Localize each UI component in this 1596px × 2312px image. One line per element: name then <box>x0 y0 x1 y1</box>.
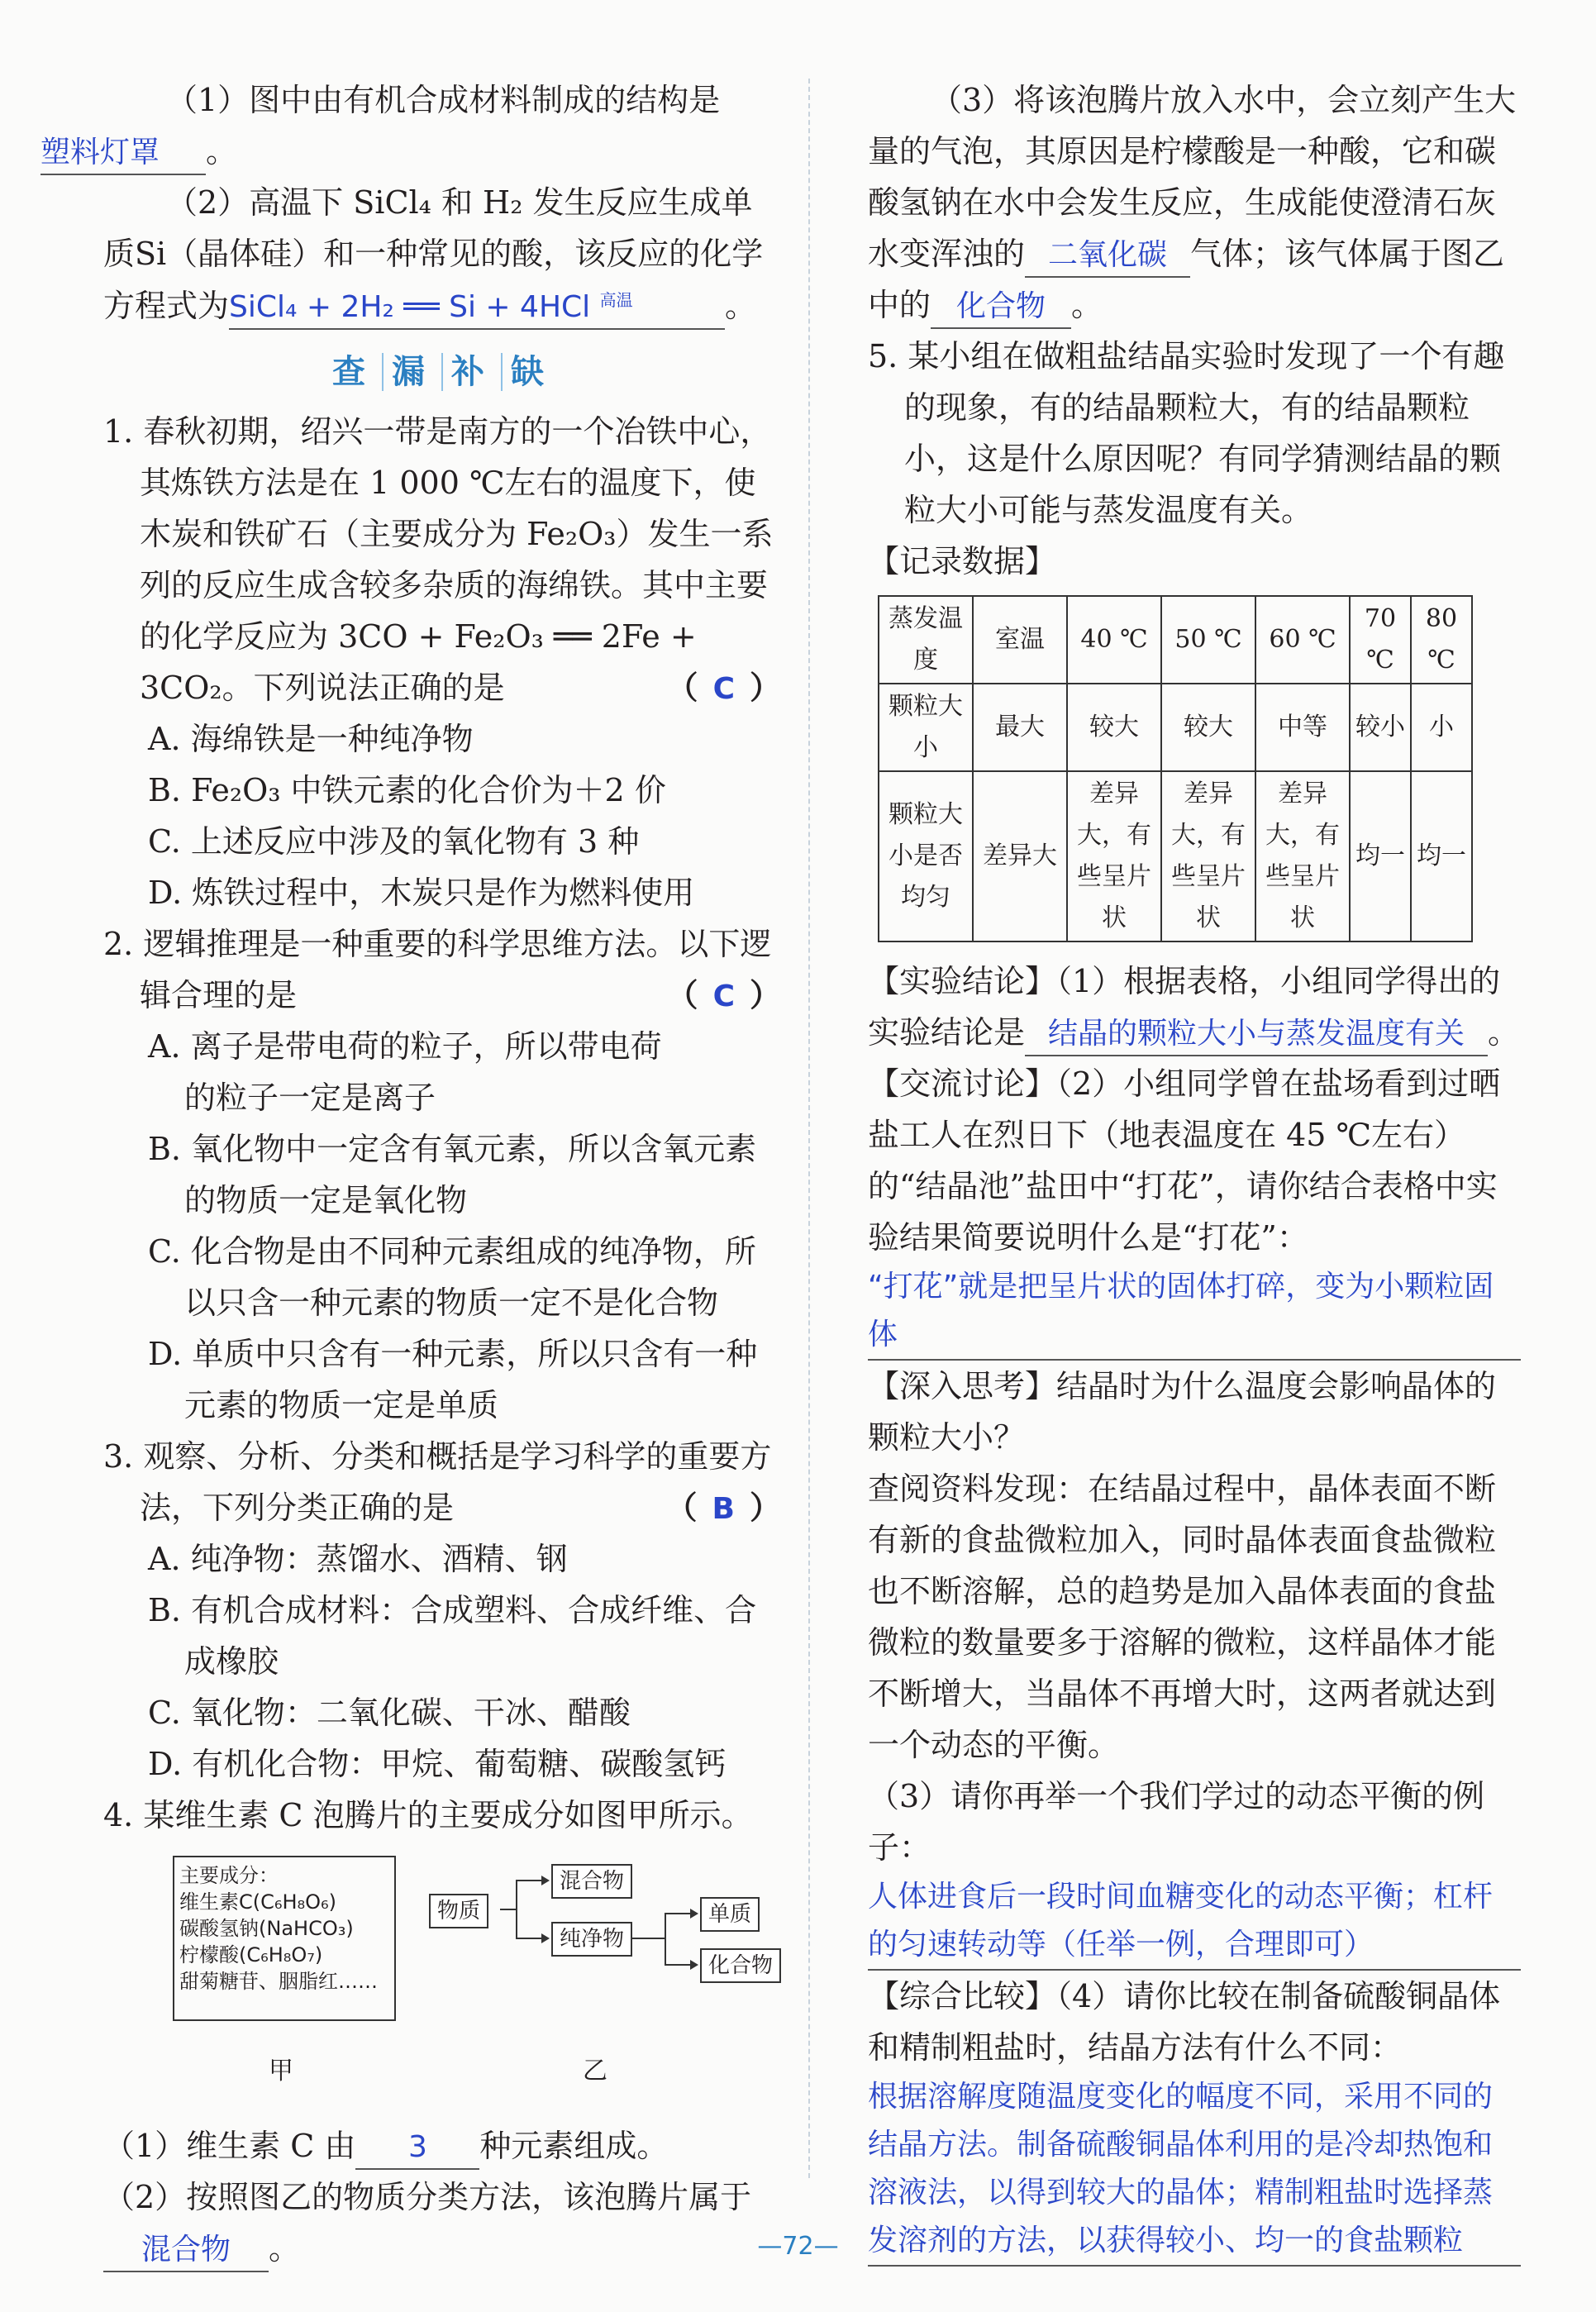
q5-sub3-answer: 人体进食后一段时间血糖变化的动态平衡；杠杆的匀速转动等（任举一例，合理即可） <box>868 1873 1521 1971</box>
q4-sub3: （3）将该泡腾片放入水中，会立刻产生大量的气泡，其原因是柠檬酸是一种酸，它和碳酸氢钠在水中会发生反应，生成能使澄清石灰水变浑浊的 二氧化碳 气体；该气体属于图乙中的 化合物 。 <box>868 74 1521 331</box>
deep-thinking: 【深入思考】结晶时为什么温度会影响晶体的颗粒大小？ <box>868 1368 1497 1456</box>
q4-sub2: （2）按照图乙的物质分类方法，该泡腾片属于 混合物 。 <box>103 2171 781 2274</box>
table-row: 颗粒大小是否均匀 差异大 差异大，有些呈片状 差异大，有些呈片状 差异大，有些呈片状 均一 均一 <box>879 771 1472 941</box>
q4-sub1-answer: 3 <box>355 2127 479 2170</box>
node-pure: 纯净物 <box>551 1922 632 1957</box>
top-q2-answer: SiCl₄ + 2H₂ ══ Si + 4HCl $^{高温}$ <box>229 279 725 330</box>
q3-option-b: B. 有机合成材料：合成塑料、合成纤维、合成橡胶 <box>148 1592 757 1680</box>
node-compound: 化合物 <box>700 1948 781 1983</box>
comparison: 【综合比较】（4）请你比较在制备硫酸铜晶体和精制粗盐时，结晶方法有什么不同： 根据溶解度随温度变化的幅度不同，采用不同的结晶方法。制备硫酸铜晶体利用的是冷却热饱和溶液法，以得到较大的晶体；精制粗盐时选择蒸发溶剂的方法，以获得较小、均一的食盐颗粒 <box>868 1971 1521 2267</box>
q2-choice: （ C ） <box>666 977 781 1013</box>
q3-choice: （ B ） <box>665 1490 781 1526</box>
question-1: 1. 春秋初期，绍兴一带是南方的一个冶铁中心，其炼铁方法是在 1 000 ℃左右的温度下，使木炭和铁矿石（主要成分为 Fe₂O₃）发生一系列的反应生成含较多杂质的海绵铁。其中主要的化学反应为 3CO + Fe₂O₃ ══ 2Fe + 3CO₂。下列说法正确的是 （ C ） <box>103 406 781 713</box>
question-5: 5. 某小组在做粗盐结晶实验时发现了一个有趣的现象，有的结晶颗粒大，有的结晶颗粒小，这是什么原因呢？有同学猜测结晶的颗粒大小可能与蒸发温度有关。 <box>868 338 1505 528</box>
row-header-temp: 蒸发温度 <box>879 596 973 684</box>
comparison-answer: 根据溶解度随温度变化的幅度不同，采用不同的结晶方法。制备硫酸铜晶体利用的是冷却热饱和溶液法，以得到较大的晶体；精制粗盐时选择蒸发溶剂的方法，以获得较小、均一的食盐颗粒 <box>868 2073 1521 2267</box>
right-column <box>868 74 1521 2267</box>
top-q1: （1）图中由有机合成材料制成的结构是 塑料灯罩 。 <box>103 74 781 177</box>
q1-option-a: A. 海绵铁是一种纯净物 <box>148 721 474 757</box>
question-2: 2. 逻辑推理是一种重要的科学思维方法。以下逻辑合理的是 （ C ） <box>103 918 781 1021</box>
q4-sub1: （1）维生素 C 由 3 种元素组成。 <box>103 2120 781 2171</box>
question-4: 4. 某维生素 C 泡腾片的主要成分如图甲所示。 <box>103 1797 753 1833</box>
figure-a-ingredients: 主要成分： 维生素C(C₆H₈O₆) 碳酸氢钠(NaHCO₃) 柠檬酸(C₆H₈O₇) 甜菊糖苷、胭脂红…… <box>173 1856 396 2021</box>
row-header-uniform: 颗粒大小是否均匀 <box>879 771 973 941</box>
row-header-size: 颗粒大小 <box>879 684 973 771</box>
q2-option-b: B. 氧化物中一定含有氧元素，所以含氧元素的物质一定是氧化物 <box>148 1131 757 1218</box>
figure-b-caption: 乙 <box>583 2057 607 2086</box>
q4-sub3-answer-1: 二氧化碳 <box>1025 235 1190 278</box>
section-title: 查 漏 补 缺 <box>103 346 781 398</box>
record-label: 【记录数据】 <box>868 543 1057 579</box>
q2-option-a: A. 离子是带电荷的粒子，所以带电荷的粒子一定是离子 <box>148 1028 662 1116</box>
deep-paragraph: 查阅资料发现：在结晶过程中，晶体表面不断有新的食盐微粒加入，同时晶体表面食盐微粒也不断溶解，总的趋势是加入晶体表面的食盐微粒的数量要多于溶解的微粒，这样晶体才能不断增大，当晶体不再增大时，这两者就达到一个动态的平衡。 <box>868 1471 1497 1763</box>
page-number: —72— <box>757 2232 839 2261</box>
q2-option-c: C. 化合物是由不同种元素组成的纯净物，所以只含一种元素的物质一定不是化合物 <box>148 1233 756 1321</box>
q3-option-c: C. 氧化物：二氧化碳、干冰、醋酸 <box>148 1695 631 1731</box>
question-3: 3. 观察、分析、分类和概括是学习科学的重要方法，下列分类正确的是 （ B ） <box>103 1431 781 1533</box>
discussion-answer: “打花”就是把呈片状的固体打碎，变为小颗粒固体 <box>868 1263 1521 1361</box>
top-q2: （2）高温下 SiCl₄ 和 H₂ 发生反应生成单质Si（晶体硅）和一种常见的酸，该反应的化学方程式为SiCl₄ + 2H₂ ══ Si + 4HCl $^{高温}$ 。 <box>103 177 781 331</box>
table-row: 蒸发温度 室温 40 ℃ 50 ℃ 60 ℃ 70 ℃ 80 ℃ <box>879 596 1472 684</box>
node-substance: 物质 <box>429 1894 488 1928</box>
top-q1-answer: 塑料灯罩 <box>40 132 206 175</box>
q4-figures <box>103 1847 781 2120</box>
q1-option-d: D. 炼铁过程中，木炭只是作为燃料使用 <box>148 875 695 911</box>
figure-a-caption: 甲 <box>269 2057 293 2086</box>
discussion: 【交流讨论】（2）小组同学曾在盐场看到过晒盐工人在烈日下（地表温度在 45 ℃左右）的“结晶池”盐田中“打花”，请你结合表格中实验结果简要说明什么是“打花”： “打花”就是把呈片状的固体打碎，变为小颗粒固体 <box>868 1058 1521 1361</box>
table-row: 颗粒大小 最大 较大 较大 中等 较小 小 <box>879 684 1472 771</box>
left-column <box>40 74 781 2274</box>
q2-option-d: D. 单质中只含有一种元素，所以只含有一种元素的物质一定是单质 <box>148 1336 758 1423</box>
conclusion: 【实验结论】（1）根据表格，小组同学得出的实验结论是 结晶的颗粒大小与蒸发温度有关 。 <box>868 956 1521 1058</box>
node-mixture: 混合物 <box>551 1864 632 1899</box>
q4-sub2-answer: 混合物 <box>103 2229 269 2272</box>
q5-sub3: （3）请你再举一个我们学过的动态平衡的例子： 人体进食后一段时间血糖变化的动态平衡；杠杆的匀速转动等（任举一例，合理即可） <box>868 1771 1521 1971</box>
record-table <box>878 595 1473 942</box>
node-element: 单质 <box>700 1897 760 1932</box>
column-divider <box>808 79 810 2178</box>
q1-option-c: C. 上述反应中涉及的氧化物有 3 种 <box>148 823 640 860</box>
q3-option-d: D. 有机化合物：甲烷、葡萄糖、碳酸氢钙 <box>148 1746 727 1782</box>
conclusion-answer: 结晶的颗粒大小与蒸发温度有关 <box>1025 1013 1488 1056</box>
q1-option-b: B. Fe₂O₃ 中铁元素的化合价为＋2 价 <box>148 772 666 808</box>
q1-choice: （ C ） <box>666 670 781 706</box>
q4-sub3-answer-2: 化合物 <box>931 286 1071 329</box>
q3-option-a: A. 纯净物：蒸馏水、酒精、钢 <box>148 1541 568 1577</box>
